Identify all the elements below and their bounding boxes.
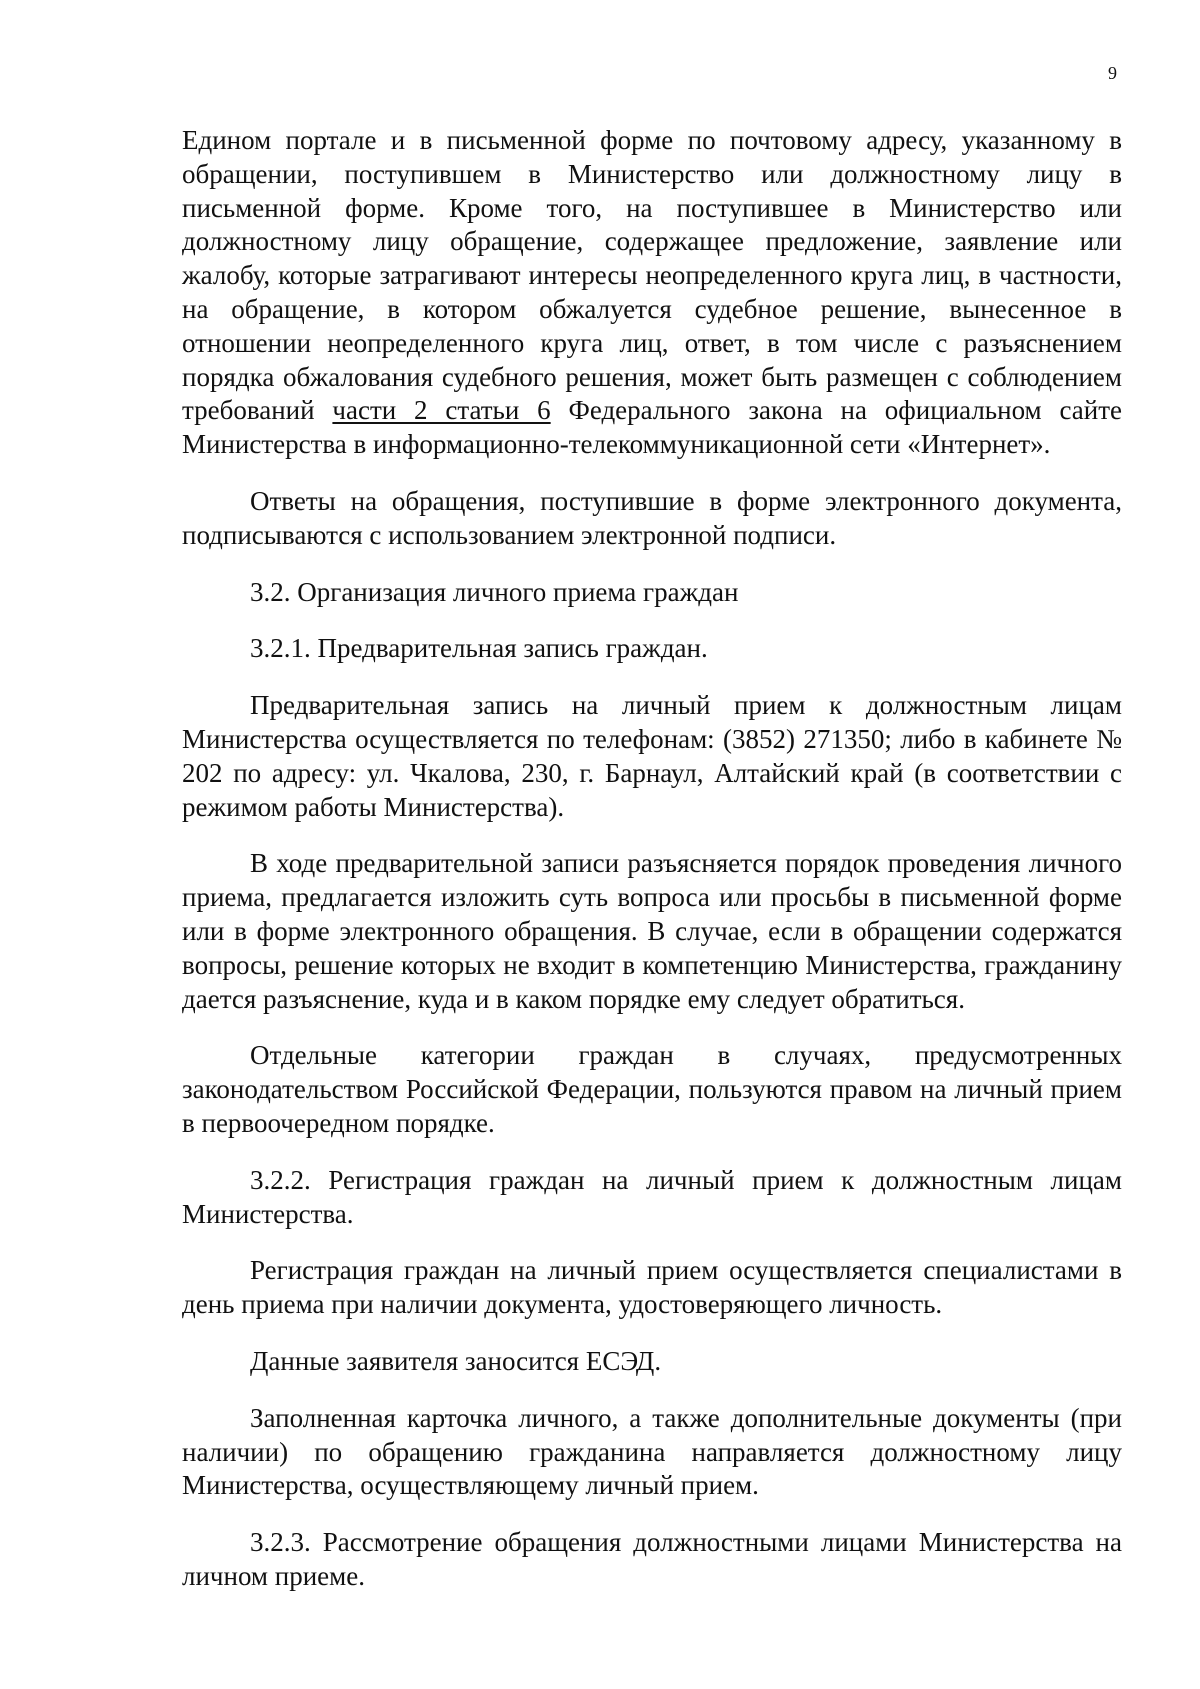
paragraph-registration: Регистрация граждан на личный прием осуществляется специалистами в день приема при наличии документа, удостоверяющего личность. [182,1255,1122,1320]
paragraph-response-publication [182,124,1122,462]
paragraph-priority-categories: Отдельные категории граждан в случаях, предусмотренных законодательством Российской Федерации, пользуются правом на личный прием в первоочередном порядке. [182,1040,1122,1138]
paragraph-text: Федерального закона на официальном сайте Министерства в информационно-телекоммуникационной сети «Интернет». [182,395,1122,460]
law-reference-link[interactable]: части 2 статьи 6 [332,395,551,426]
section-heading-3-2-3: 3.2.3. Рассмотрение обращения должностными лицами Министерства на личном приеме. [182,1527,1122,1591]
paragraph-applicant-data: Данные заявителя заносится ЕСЭД. [250,1345,662,1376]
section-heading-3-2: 3.2. Организация личного приема граждан [250,576,739,607]
paragraph-text: Едином портале и в письменной форме по почтовому адресу, указанному в обращении, поступившем в Министерство или должностному лицу в письменной форме. Кроме того, на поступившее в Министерство или должностному лицу обращение, содержащее предложение, заявление или жалобу, которые затрагивают интересы неопределенного круга лиц, в частности, на обращение, в котором обжалуется судебное решение, вынесенное в отношении неопределенного круга лиц, ответ, в том числе с разъяснением порядка обжалования судебного решения, может быть размещен с соблюдением требований [182,125,1122,426]
paragraph-preliminary-booking: Предварительная запись на личный прием к должностным лицам Министерства осуществляется по телефонам: (3852) 271350; либо в кабинете № 202 по адресу: ул. Чкалова, 230, г. Барнаул, Алтайский край (в соответствии с режимом работы Министерства). [182,690,1122,822]
section-heading-3-2-1: 3.2.1. Предварительная запись граждан. [250,633,708,664]
section-heading-3-2-2: 3.2.2. Регистрация граждан на личный прием к должностным лицам Министерства. [182,1164,1122,1229]
document-body [182,124,1122,1594]
page-number: 9 [1108,63,1117,83]
paragraph-card-forwarding: Заполненная карточка личного, а также дополнительные документы (при наличии) по обращению гражданина направляется должностному лицу Министерства, осуществляющему личный прием. [182,1402,1122,1501]
paragraph-electronic-signature: Ответы на обращения, поступившие в форме электронного документа, подписываются с использованием электронной подписи. [182,485,1122,550]
paragraph-booking-explanation: В ходе предварительной записи разъясняется порядок проведения личного приема, предлагается изложить суть вопроса или просьбы в письменной форме или в форме электронного обращения. В случае, если в обращении содержатся вопросы, решение которых не входит в компетенцию Министерства, гражданину дается разъяснение, куда и в каком порядке ему следует обратиться. [182,848,1122,1014]
